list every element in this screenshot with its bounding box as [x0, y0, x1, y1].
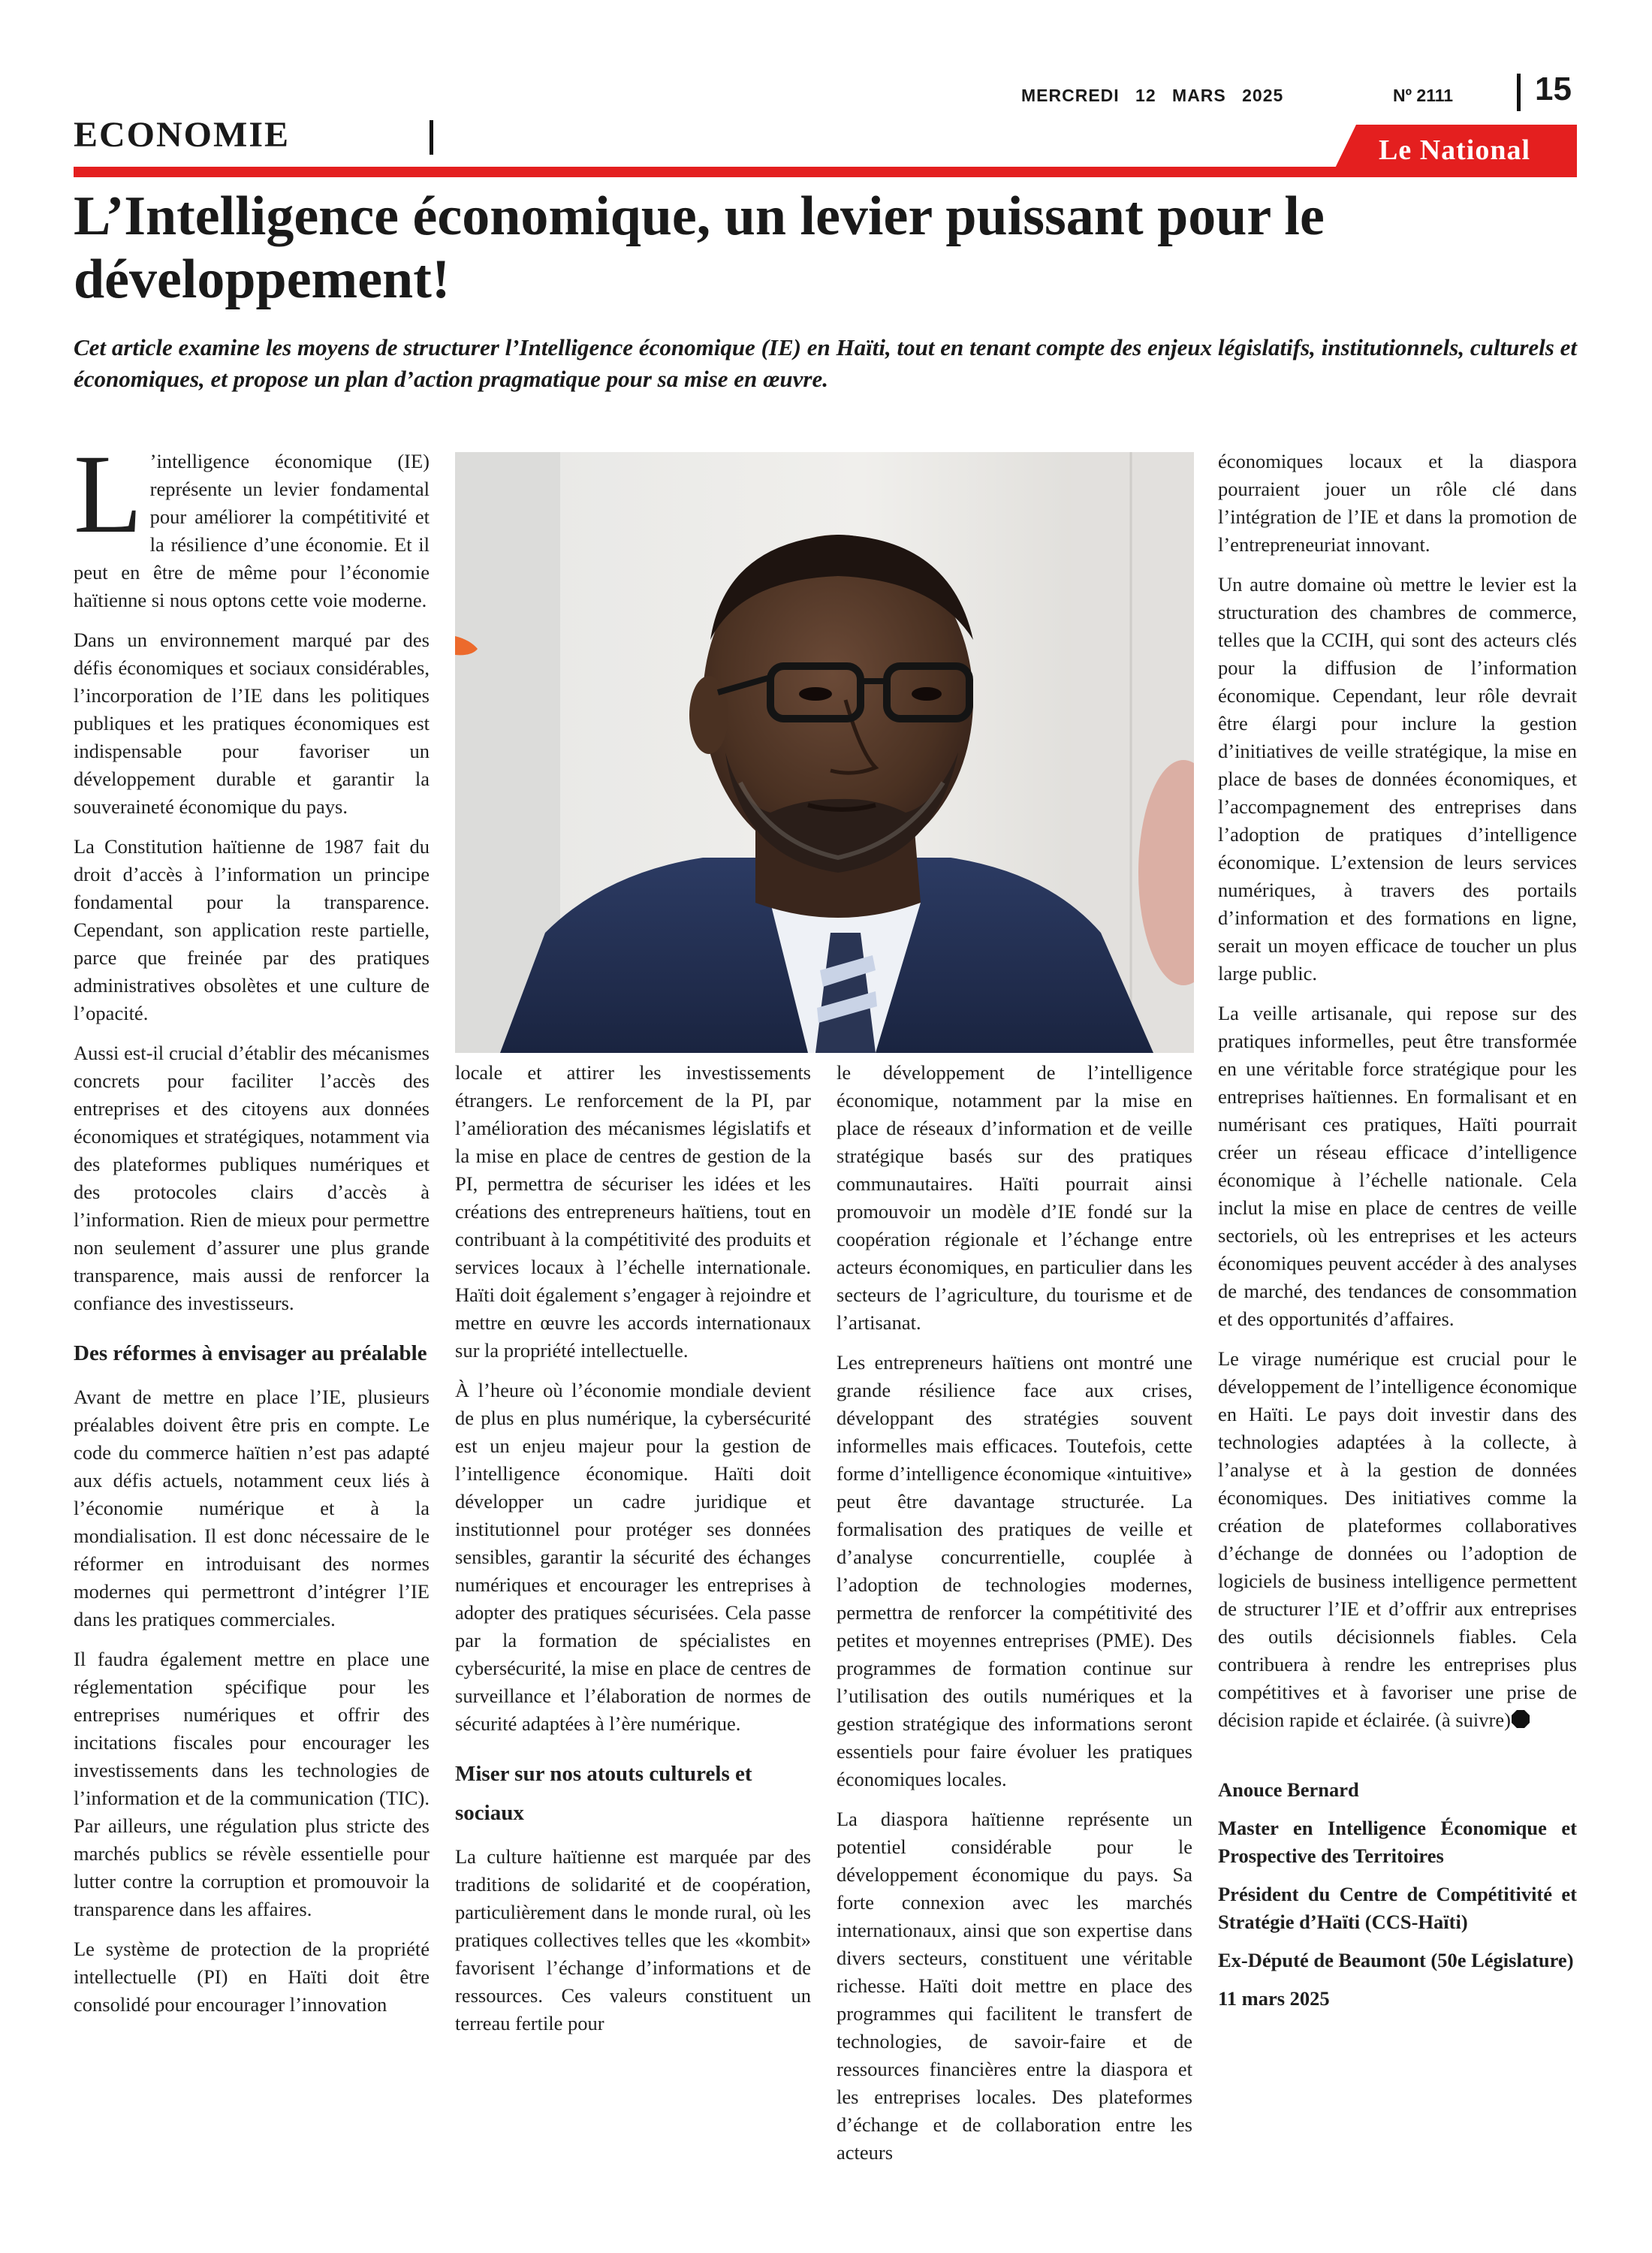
article-lede: Cet article examine les moyens de structurer l’Intelligence économique (IE) en Haïti, tout en tenant compte des enjeux législatifs, institutionnels, culturels et économiques, et propose un plan d’action pragmatique pour sa mise en œuvre. [74, 334, 1577, 392]
author-photo [455, 452, 1194, 1053]
article-paragraph: À l’heure où l’économie mondiale devient de plus en plus numérique, la cybersécurité est un enjeu majeur pour la gestion de l’intelligence économique. Haïti doit développer un cadre juridique et institutionnel pour protéger ses données sensibles, garantir la sécurité des échanges numériques et encourager les entreprises à adopter des pratiques sécurisées. Cela passe par la formation de spécialistes en cybersécurité, la mise en place de centres de surveillance et l’élaboration de normes de sécurité adaptées à l’ère numérique. [455, 1379, 811, 1735]
article-paragraph: Aussi est-il crucial d’établir des mécanismes concrets pour faciliter l’accès des entreprises et des citoyens aux données économiques et stratégiques, notamment via des plateformes publiques numériques et des protocoles clairs d’accès à l’information. Rien de mieux pour permettre non seulement d’assurer une plus grande transparence, mais aussi de renforcer la confiance des investisseurs. [74, 1042, 430, 1314]
author-signature [1218, 1776, 1577, 2013]
article-column-2 [455, 1059, 811, 2178]
article-paragraph: le développement de l’intelligence économique, notamment par la mise en place de réseaux d’information et de veille stratégique basés sur des pratiques communautaires. Haïti pourrait ainsi promouvoir un modèle d’IE fondé sur la coopération régionale et l’échange entre acteurs économiques, en particulier dans les secteurs de l’agriculture, du tourisme et de l’artisanat. [837, 1061, 1192, 1334]
article-paragraph: locale et attirer les investissements étrangers. Le renforcement de la PI, par l’amélioration des mécanismes législatifs et la mise en place de centres de gestion de la PI, permettra de sécuriser les idées et les créations des entrepreneurs haïtiens, tout en contribuant à la compétitivité des produits et services locaux à l’échelle internationale. Haïti doit également s’engager à rejoindre et mettre en œuvre les accords internationaux sur la propriété intellectuelle. [455, 1061, 811, 1362]
author-title: Président du Centre de Compétitivité et Stratégie d’Haïti (CCS-Haïti) [1218, 1883, 1577, 1933]
article-paragraph: Avant de mettre en place l’IE, plusieurs préalables doivent être pris en compte. Le code du commerce haïtien n’est pas adapté aux défis actuels, notamment ceux liés à l’économie numérique et à la mondialisation. Il est donc nécessaire de le réformer en introduisant des normes modernes qui permettront d’intégrer l’IE dans les pratiques commerciales. [74, 1386, 430, 1630]
issue-number: Nº 2111 [1393, 86, 1454, 105]
article-paragraph: Il faudra également mettre en place une réglementation spécifique pour les entreprises numériques et offrir des incitations fiscales pour encourager les investissements dans les technologies de l’information et de la communication (TIC). Par ailleurs, une régulation plus stricte des marchés publics se révèle essentielle pour lutter contre la corruption et promouvoir la transparence dans les affaires. [74, 1648, 430, 1920]
article-paragraph: Les entrepreneurs haïtiens ont montré une grande résilience face aux crises, développant des stratégies souvent informelles mais efficaces. Toutefois, cette forme d’intelligence économique «intuitive» peut être davantage structurée. La formalisation des pratiques de veille et d’analyse concurrentielle, couplée à l’adoption de technologies modernes, permettra de renforcer la compétitivité des petites et moyennes entreprises (PME). Des programmes de formation continue sur l’utilisation des outils numériques et la gestion stratégique des informations seront essentiels pour faire évoluer les pratiques économiques locales. [837, 1351, 1192, 1790]
article-paragraph: économiques locaux et la diaspora pourraient jouer un rôle clé dans l’intégration de l’IE et dans la promotion de l’entrepreneuriat innovant. [1218, 450, 1577, 556]
author-title: Master en Intelligence Économique et Prospective des Territoires [1218, 1817, 1577, 1867]
article-paragraph: La culture haïtienne est marquée par des traditions de solidarité et de coopération, particulièrement dans le monde rural, où les pratiques collectives telles que les «kombit» favorisent l’échange d’informations et de ressources. Ces valeurs constituent un terreau fertile pour [455, 1845, 811, 2034]
article-column-3 [837, 1059, 1192, 2178]
header-divider [1517, 74, 1521, 111]
article-headline: L’Intelligence économique, un levier puissant pour le développement! [74, 185, 1325, 310]
drop-cap: L [74, 432, 143, 556]
subheading-reformes: Des réformes à envisager au préalable [74, 1341, 427, 1365]
article-paragraph: Le système de protection de la propriété intellectuelle (PI) en Haïti doit être consolidé pour encourager l’innovation [74, 1938, 430, 2016]
hexagon-stop-icon [1511, 1709, 1530, 1729]
article-paragraph: Le virage numérique est crucial pour le développement de l’intelligence économique en Haïti. Le pays doit investir dans des technologies adaptées à la collecte, à l’analyse et à la gestion de données économiques. Des initiatives comme la création de plateformes collaboratives d’échange de données ou l’adoption de logiciels de business intelligence permettent de structurer l’IE et d’offrir aux entreprises des outils décisionnels fiables. Cela contribuera à rendre les entreprises plus compétitives et à favoriser une prise de décision rapide et éclairée. (à suivre) [1218, 1347, 1577, 1731]
section-divider [430, 120, 433, 155]
article-paragraph: La veille artisanale, qui repose sur des pratiques informelles, peut être transformée en une véritable force stratégique pour les entreprises haïtiennes. En formalisant et en numérisant ces pratiques, Haïti pourrait créer un réseau efficace d’intelligence économique à l’échelle nationale. Cela inclut la mise en place de centres de veille sectoriels, où les entreprises et les acteurs économiques peuvent accéder à des analyses de marché, des tendances de consommation et des opportunités d’affaires. [1218, 1002, 1577, 1330]
author-title: Ex-Député de Beaumont (50e Législature) [1218, 1949, 1574, 1971]
article-column-4 [1218, 448, 1577, 2175]
subheading-atouts: Miser sur nos atouts culturels et sociaux [455, 1762, 752, 1825]
article-paragraph: La diaspora haïtienne représente un potentiel considérable pour le développement économique du pays. Sa forte connexion avec les marchés internationaux, ainsi que son expertise dans divers secteurs, constituent une véritable richesse. Haïti doit mettre en place des programmes qui facilitent le transfert de technologies, de savoir-faire et de ressources financières entre la diaspora et les entreprises locales. Des plateformes d’échange et de collaboration entre les acteurs [837, 1808, 1192, 2164]
article-paragraph: Dans un environnement marqué par des défis économiques et sociaux considérables, l’incorporation de l’IE dans les politiques publiques et les pratiques économiques est indispensable pour favoriser un développement durable et garantir la souveraineté économique du pays. [74, 629, 430, 818]
article-paragraph: Un autre domaine où mettre le levier est la structuration des chambres de commerce, telles que la CCIH, qui sont des acteurs clés pour la diffusion de l’information économique. Cependant, leur rôle devrait être élargi pour inclure la gestion d’initiatives de veille stratégique, la mise en place de bases de données économiques, et l’accompagnement des entreprises dans l’adoption de pratiques d’intelligence économique. L’extension de leurs services numériques, à travers des portails d’information et des formations en ligne, serait un moyen efficace de toucher un plus large public. [1218, 573, 1577, 985]
author-date: 11 mars 2025 [1218, 1987, 1330, 2010]
page-number: 15 [1535, 71, 1572, 107]
author-portrait-illustration [455, 452, 1194, 1053]
issue-date: MERCREDI 12 MARS 2025 [1021, 86, 1284, 105]
author-name: Anouce Bernard [1218, 1778, 1359, 1801]
header-red-rule [74, 167, 1577, 177]
article-paragraph: L ’intelligence économique (IE) représente un levier fondamental pour améliorer la compétitivité et la résilience d’une économie. Et il peut en être de même pour l’économie haïtienne si nous optons cette voie moderne. [74, 432, 430, 611]
brand-name: Le National [1379, 134, 1531, 166]
section-title: ECONOMIE [74, 115, 291, 155]
article-column-1 [74, 432, 430, 2175]
article-paragraph: La Constitution haïtienne de 1987 fait du droit d’accès à l’information un principe fondamental pour la transparence. Cependant, son application reste partielle, parce que freinée par des pratiques administratives obsolètes et une culture de l’opacité. [74, 835, 430, 1024]
